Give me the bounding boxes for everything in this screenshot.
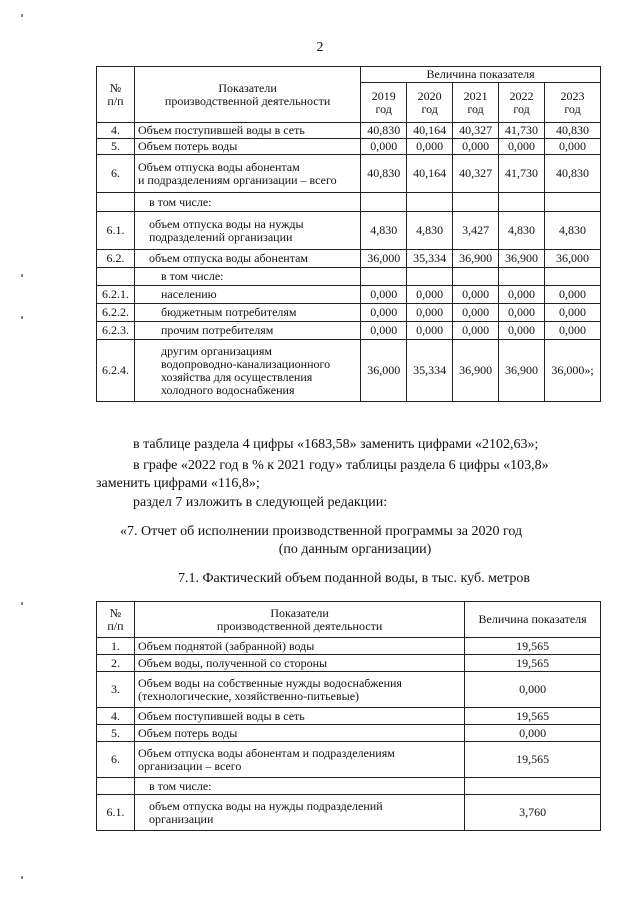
paragraph: заменить цифрами «116,8»; (96, 476, 260, 491)
row-value (499, 193, 545, 212)
row-value: 0,000 (361, 139, 407, 155)
row-value: 36,000 (361, 340, 407, 402)
row-value: 3,760 (465, 795, 601, 831)
row-value: 40,327 (453, 155, 499, 193)
table-row (97, 250, 601, 268)
row-value: 0,000 (453, 286, 499, 304)
section-heading: «7. Отчет об исполнении производственной программы за 2020 год (120, 524, 523, 539)
table-row (97, 742, 601, 778)
table-row (97, 139, 601, 155)
row-value: 40,830 (361, 155, 407, 193)
row-label: Объем поднятой (забранной) воды (134, 638, 464, 655)
row-value: 19,565 (465, 638, 601, 655)
row-label: объем отпуска воды на нужды подразделений организации (134, 795, 464, 831)
column-header-value: Величина показателя (361, 67, 601, 83)
table-row (97, 193, 601, 212)
production-indicators-table (96, 66, 601, 402)
table-row (97, 155, 601, 193)
row-value: 4,830 (361, 212, 407, 250)
row-value: 0,000 (545, 304, 601, 322)
table-row (97, 286, 601, 304)
row-label: бюджетным потребителям (134, 304, 360, 322)
row-value: 0,000 (361, 304, 407, 322)
row-label: Объем поступившей воды в сеть (134, 123, 360, 139)
column-header-year: 2020 год (407, 83, 453, 123)
row-label: в том числе: (134, 193, 360, 212)
row-label: Объем потерь воды (134, 725, 464, 742)
table-row (97, 795, 601, 831)
row-number: 6. (97, 155, 135, 193)
row-value: 4,830 (545, 212, 601, 250)
table-row (97, 340, 601, 402)
row-value: 40,327 (453, 123, 499, 139)
table-row (97, 304, 601, 322)
margin-mark (21, 316, 23, 319)
row-value: 35,334 (407, 250, 453, 268)
row-label: Объем воды на собственные нужды водоснабжения (технологические, хозяйственно-питьевые) (134, 672, 464, 708)
row-value: 0,000 (499, 322, 545, 340)
row-value: 36,000»; (545, 340, 601, 402)
paragraph: раздел 7 изложить в следующей редакции: (133, 495, 388, 510)
row-label: Объем потерь воды (134, 139, 360, 155)
row-label: прочим потребителям (134, 322, 360, 340)
margin-mark (21, 274, 23, 277)
row-value: 40,830 (545, 155, 601, 193)
column-header-num: № п/п (97, 602, 135, 638)
table-row (97, 655, 601, 672)
row-number: 6.2.1. (97, 286, 135, 304)
row-label: объем отпуска воды абонентам (134, 250, 360, 268)
row-value: 40,164 (407, 123, 453, 139)
row-number: 6.2.2. (97, 304, 135, 322)
row-label: в том числе: (134, 778, 464, 795)
row-value: 36,900 (499, 250, 545, 268)
row-value: 0,000 (361, 322, 407, 340)
table-row (97, 123, 601, 139)
row-label: в том числе: (134, 268, 360, 286)
row-value: 41,730 (499, 155, 545, 193)
row-value: 41,730 (499, 123, 545, 139)
row-number: 6.2.3. (97, 322, 135, 340)
row-value: 0,000 (545, 139, 601, 155)
table-row (97, 725, 601, 742)
table-row (97, 778, 601, 795)
row-value: 40,164 (407, 155, 453, 193)
row-number: 6.2. (97, 250, 135, 268)
row-number: 6.2.4. (97, 340, 135, 402)
column-header-num: № п/п (97, 67, 135, 123)
row-value (545, 193, 601, 212)
row-label: Объем отпуска воды абонентам и подразделениям организации – всего (134, 742, 464, 778)
column-header-indicator: Показатели производственной деятельности (134, 67, 360, 123)
row-value: 4,830 (499, 212, 545, 250)
row-value: 36,900 (499, 340, 545, 402)
row-label: Объем отпуска воды абонентам и подразделениям организации – всего (134, 155, 360, 193)
column-header-value: Величина показателя (465, 602, 601, 638)
row-number (97, 778, 135, 795)
table-row (97, 672, 601, 708)
margin-mark (21, 602, 23, 605)
row-number: 5. (97, 725, 135, 742)
row-number: 2. (97, 655, 135, 672)
actual-water-supply-table (96, 601, 601, 831)
row-value (545, 268, 601, 286)
paragraph: в графе «2022 год в % к 2021 году» таблицы раздела 6 цифры «103,8» (133, 458, 549, 473)
column-header-indicator: Показатели производственной деятельности (134, 602, 464, 638)
row-value: 0,000 (465, 672, 601, 708)
row-value: 40,830 (545, 123, 601, 139)
table-row (97, 322, 601, 340)
margin-mark (21, 876, 23, 879)
row-value: 0,000 (361, 286, 407, 304)
row-value: 36,900 (453, 340, 499, 402)
row-value: 0,000 (407, 322, 453, 340)
row-label: Объем поступившей воды в сеть (134, 708, 464, 725)
row-number (97, 193, 135, 212)
row-value: 0,000 (407, 286, 453, 304)
table-row (97, 708, 601, 725)
row-value: 40,830 (361, 123, 407, 139)
column-header-year: 2021 год (453, 83, 499, 123)
row-value (499, 268, 545, 286)
table-row (97, 638, 601, 655)
row-value: 36,900 (453, 250, 499, 268)
row-label: объем отпуска воды на нужды подразделений организации (134, 212, 360, 250)
table-row (97, 212, 601, 250)
row-value: 0,000 (545, 286, 601, 304)
row-value: 0,000 (465, 725, 601, 742)
row-value: 0,000 (453, 139, 499, 155)
row-value (407, 193, 453, 212)
row-number: 3. (97, 672, 135, 708)
row-value: 0,000 (453, 304, 499, 322)
row-number: 5. (97, 139, 135, 155)
table-row (97, 268, 601, 286)
row-value: 0,000 (453, 322, 499, 340)
row-value: 0,000 (407, 139, 453, 155)
row-label: Объем воды, полученной со стороны (134, 655, 464, 672)
row-value (361, 193, 407, 212)
row-value: 0,000 (407, 304, 453, 322)
row-value: 36,000 (361, 250, 407, 268)
paragraph: в таблице раздела 4 цифры «1683,58» заменить цифрами «2102,63»; (133, 437, 539, 452)
row-number: 6.1. (97, 795, 135, 831)
row-number: 6. (97, 742, 135, 778)
row-label: другим организациям водопроводно-канализационного хозяйства для осуществления холодного водоснабжения (134, 340, 360, 402)
row-value: 19,565 (465, 708, 601, 725)
row-number: 1. (97, 638, 135, 655)
row-value (453, 193, 499, 212)
page-number: 2 (316, 40, 324, 55)
row-value (361, 268, 407, 286)
section-heading: (по данным организации) (278, 542, 432, 557)
row-number (97, 268, 135, 286)
row-value (407, 268, 453, 286)
row-value: 0,000 (499, 139, 545, 155)
row-label: населению (134, 286, 360, 304)
subsection-heading: 7.1. Фактический объем поданной воды, в тыс. куб. метров (177, 571, 531, 586)
row-value: 36,000 (545, 250, 601, 268)
margin-mark (21, 14, 23, 17)
row-value: 0,000 (499, 286, 545, 304)
row-value: 0,000 (545, 322, 601, 340)
row-value (453, 268, 499, 286)
row-value: 4,830 (407, 212, 453, 250)
row-value: 19,565 (465, 742, 601, 778)
row-number: 4. (97, 123, 135, 139)
row-number: 6.1. (97, 212, 135, 250)
column-header-year: 2019 год (361, 83, 407, 123)
row-value (465, 778, 601, 795)
row-value: 0,000 (499, 304, 545, 322)
row-value: 19,565 (465, 655, 601, 672)
row-value: 35,334 (407, 340, 453, 402)
row-number: 4. (97, 708, 135, 725)
column-header-year: 2023 год (545, 83, 601, 123)
row-value: 3,427 (453, 212, 499, 250)
column-header-year: 2022 год (499, 83, 545, 123)
